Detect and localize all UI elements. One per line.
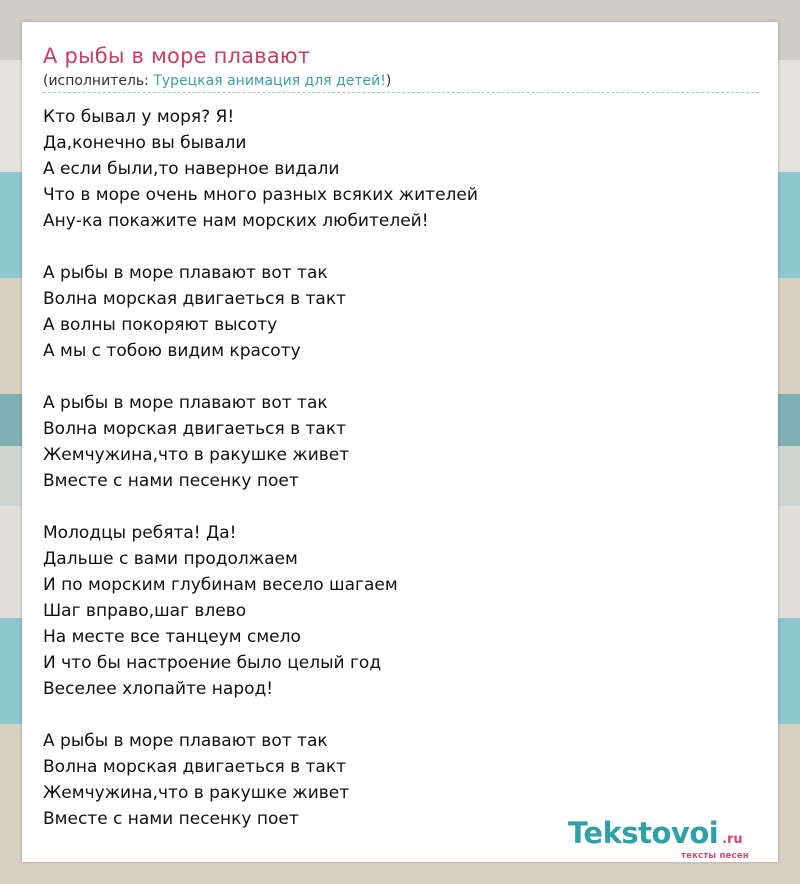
logo-wordmark: Tekstovoi [568,816,719,850]
logo-tagline: тексты песен [681,851,749,861]
lyrics-card [22,22,778,862]
lyric-line: Да,конечно вы бывали [43,133,247,153]
lyric-line: А если были,то наверное видали [43,159,340,179]
lyric-line: Жемчужина,что в ракушке живет [43,445,350,465]
artist-line [43,73,391,89]
lyric-line: Кто бывал у моря? Я! [43,107,235,127]
lyric-line: И по морским глубинам весело шагаем [43,575,398,595]
lyric-line: Вместе с нами песенку поет [43,471,299,491]
lyric-line: А мы с тобою видим красоту [43,341,301,361]
lyrics-text [43,104,743,832]
divider [43,92,759,93]
lyric-blank-line [43,702,743,728]
lyric-line: Веселее хлопайте народ! [43,679,274,699]
artist-prefix: (исполнитель: [43,73,154,89]
artist-link[interactable]: Турецкая анимация для детей! [153,73,386,89]
lyric-line: А рыбы в море плавают вот так [43,731,328,751]
lyric-line: Волна морская двигаеться в такт [43,757,346,777]
lyric-line: Волна морская двигаеться в такт [43,289,346,309]
artist-suffix: ) [385,73,392,89]
lyric-line: Ану-ка покажите нам морских любителей! [43,211,429,231]
lyric-line: А волны покоряют высоту [43,315,278,335]
tekstovoi-logo[interactable] [568,816,778,862]
song-title: А рыбы в море плавают [43,44,311,68]
lyric-line: Молодцы ребята! Да! [43,523,237,543]
lyric-blank-line [43,494,743,520]
lyric-line: На месте все танцеум смело [43,627,301,647]
lyric-line: Дальше с вами продолжаем [43,549,298,569]
lyric-line: И что бы настроение было целый год [43,653,382,673]
lyric-blank-line [43,234,743,260]
lyric-line: Шаг вправо,шаг влево [43,601,247,621]
lyric-line: Жемчужина,что в ракушке живет [43,783,350,803]
lyric-line: А рыбы в море плавают вот так [43,393,328,413]
lyric-line: Вместе с нами песенку поет [43,809,299,829]
logo-domain: .ru [722,832,743,847]
lyric-blank-line [43,364,743,390]
lyric-line: Что в море очень много разных всяких жителей [43,185,478,205]
lyric-line: Волна морская двигаеться в такт [43,419,346,439]
lyric-line: А рыбы в море плавают вот так [43,263,328,283]
